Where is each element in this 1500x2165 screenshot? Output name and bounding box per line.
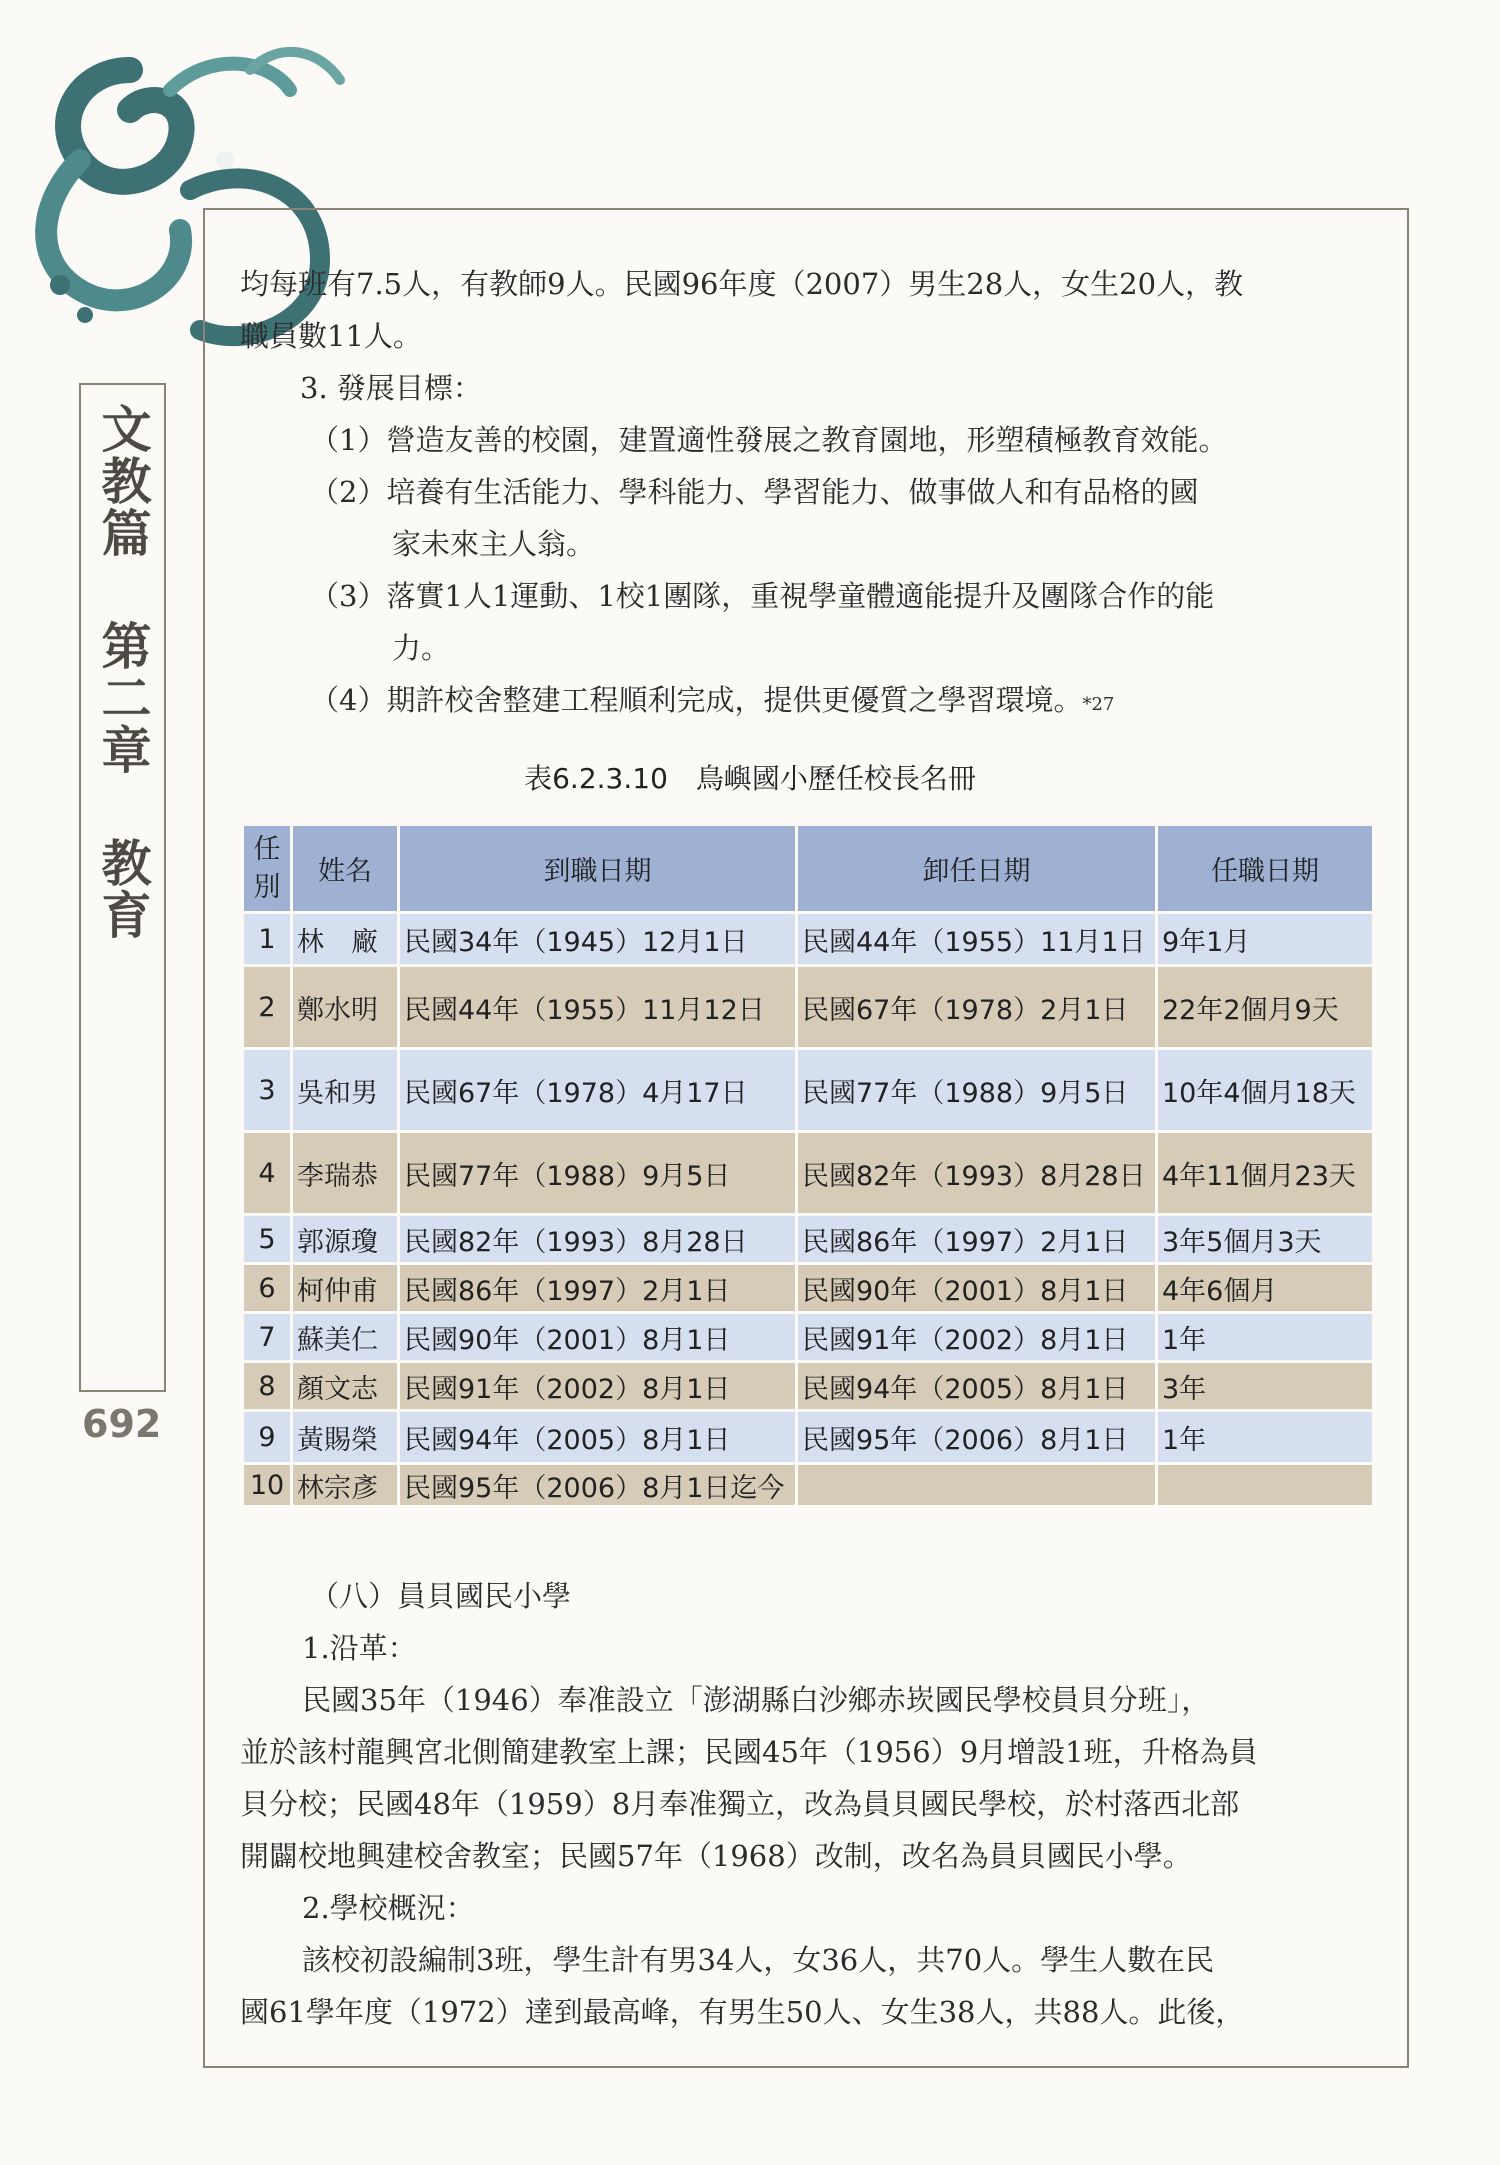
table-cell: 民國82年（1993）8月28日	[798, 1133, 1155, 1213]
table-cell: 林 廠	[293, 914, 397, 964]
goal-item: （3）落實1人1運動、1校1團隊，重視學童體適能提升及團隊合作的能	[310, 579, 1215, 613]
table-row	[244, 914, 1372, 964]
table-cell: 民國90年（2001）8月1日	[798, 1265, 1155, 1311]
table-cell: 柯仲甫	[293, 1265, 397, 1311]
column-header: 卸任日期	[798, 826, 1155, 911]
goal-item: 力。	[392, 631, 451, 665]
table-cell: 民國77年（1988）9月5日	[400, 1133, 795, 1213]
table-cell: 5	[244, 1216, 290, 1262]
text-line: 開闢校地興建校舍教室；民國57年（1968）改制，改名為員貝國民小學。	[240, 1839, 1192, 1873]
table-row	[244, 967, 1372, 1047]
top-text	[240, 258, 1380, 731]
table-cell: 22年2個月9天	[1158, 967, 1372, 1047]
table-cell	[1158, 1465, 1372, 1505]
table-cell: 10年4個月18天	[1158, 1050, 1372, 1130]
table-cell: 民國34年（1945）12月1日	[400, 914, 795, 964]
table-cell: 1年	[1158, 1314, 1372, 1360]
table-cell: 4	[244, 1133, 290, 1213]
table-row	[244, 1050, 1372, 1130]
goal-text: （4）期許校舍整建工程順利完成，提供更優質之學習環境。	[310, 683, 1083, 717]
table-cell: 6	[244, 1265, 290, 1311]
table-cell: 1年	[1158, 1412, 1372, 1462]
text-line: 該校初設編制3班，學生計有男34人，女36人，共70人。學生人數在民	[302, 1943, 1215, 1977]
column-header: 任別	[244, 826, 290, 911]
table-cell: 顏文志	[293, 1363, 397, 1409]
chapter-title: 文教篇 第二章 教育	[93, 403, 153, 941]
section-heading: （八）員貝國民小學	[310, 1579, 572, 1613]
table-cell: 2	[244, 967, 290, 1047]
table-cell: 民國95年（2006）8月1日迄今	[400, 1465, 795, 1505]
table-cell: 林宗彥	[293, 1465, 397, 1505]
footnote-ref: *27	[1082, 694, 1115, 715]
table-cell: 10	[244, 1465, 290, 1505]
text-line: 貝分校；民國48年（1959）8月奉准獨立，改為員貝國民學校，於村落西北部	[240, 1787, 1240, 1821]
table-cell: 民國91年（2002）8月1日	[798, 1314, 1155, 1360]
subheading: 1.沿革：	[302, 1631, 417, 1665]
table-cell: 民國86年（1997）2月1日	[400, 1265, 795, 1311]
bottom-text	[240, 1570, 1370, 2038]
table-cell: 鄭水明	[293, 967, 397, 1047]
table-cell: 黃賜榮	[293, 1412, 397, 1462]
table-caption: 表6.2.3.10 鳥嶼國小歷任校長名冊	[524, 762, 976, 795]
table-cell: 3	[244, 1050, 290, 1130]
text-line: 並於該村龍興宮北側簡建教室上課；民國45年（1956）9月增設1班，升格為員	[240, 1735, 1258, 1769]
table-row	[244, 1314, 1372, 1360]
table-cell: 9年1月	[1158, 914, 1372, 964]
text-line: 國61學年度（1972）達到最高峰，有男生50人、女生38人，共88人。此後，	[240, 1995, 1245, 2029]
table-cell: 9	[244, 1412, 290, 1462]
goal-item	[240, 674, 1380, 731]
table-cell: 7	[244, 1314, 290, 1360]
table-cell: 民國91年（2002）8月1日	[400, 1363, 795, 1409]
chapter-side-tab	[79, 383, 166, 1392]
goals-heading: 3. 發展目標：	[300, 371, 482, 405]
table-cell: 李瑞恭	[293, 1133, 397, 1213]
table-cell: 民國95年（2006）8月1日	[798, 1412, 1155, 1462]
table-cell: 民國94年（2005）8月1日	[400, 1412, 795, 1462]
column-header: 到職日期	[400, 826, 795, 911]
principal-roster-table	[241, 823, 1375, 1508]
table-cell: 民國94年（2005）8月1日	[798, 1363, 1155, 1409]
table-cell: 民國67年（1978）2月1日	[798, 967, 1155, 1047]
column-header: 任職日期	[1158, 826, 1372, 911]
table-cell: 民國67年（1978）4月17日	[400, 1050, 795, 1130]
table-cell: 8	[244, 1363, 290, 1409]
table-header-row	[244, 826, 1372, 911]
subheading: 2.學校概況：	[302, 1891, 475, 1925]
table-cell: 4年11個月23天	[1158, 1133, 1372, 1213]
table-cell: 民國44年（1955）11月1日	[798, 914, 1155, 964]
table-cell: 吳和男	[293, 1050, 397, 1130]
table-cell: 3年	[1158, 1363, 1372, 1409]
table-cell: 蘇美仁	[293, 1314, 397, 1360]
table-row	[244, 1216, 1372, 1262]
table-cell: 4年6個月	[1158, 1265, 1372, 1311]
text-line: 職員數11人。	[240, 319, 422, 353]
table-row	[244, 1265, 1372, 1311]
table-cell	[798, 1465, 1155, 1505]
table-cell: 3年5個月3天	[1158, 1216, 1372, 1262]
text-line: 均每班有7.5人，有教師9人。民國96年度（2007）男生28人，女生20人，教	[240, 267, 1244, 301]
table-row	[244, 1412, 1372, 1462]
table-cell: 郭源瓊	[293, 1216, 397, 1262]
table-row	[244, 1465, 1372, 1505]
goal-item: 家未來主人翁。	[392, 527, 596, 561]
text-line: 民國35年（1946）奉准設立「澎湖縣白沙鄉赤崁國民學校員貝分班」，	[302, 1683, 1211, 1717]
table-cell: 民國77年（1988）9月5日	[798, 1050, 1155, 1130]
table-cell: 民國90年（2001）8月1日	[400, 1314, 795, 1360]
table-cell: 民國82年（1993）8月28日	[400, 1216, 795, 1262]
goal-item: （2）培養有生活能力、學科能力、學習能力、做事做人和有品格的國	[310, 475, 1199, 509]
goal-item: （1）營造友善的校園，建置適性發展之教育園地，形塑積極教育效能。	[310, 423, 1228, 457]
table-row	[244, 1133, 1372, 1213]
table-cell: 民國44年（1955）11月12日	[400, 967, 795, 1047]
column-header: 姓名	[293, 826, 397, 911]
table-cell: 1	[244, 914, 290, 964]
page-number: 692	[82, 1402, 162, 1446]
table-cell: 民國86年（1997）2月1日	[798, 1216, 1155, 1262]
table-row	[244, 1363, 1372, 1409]
